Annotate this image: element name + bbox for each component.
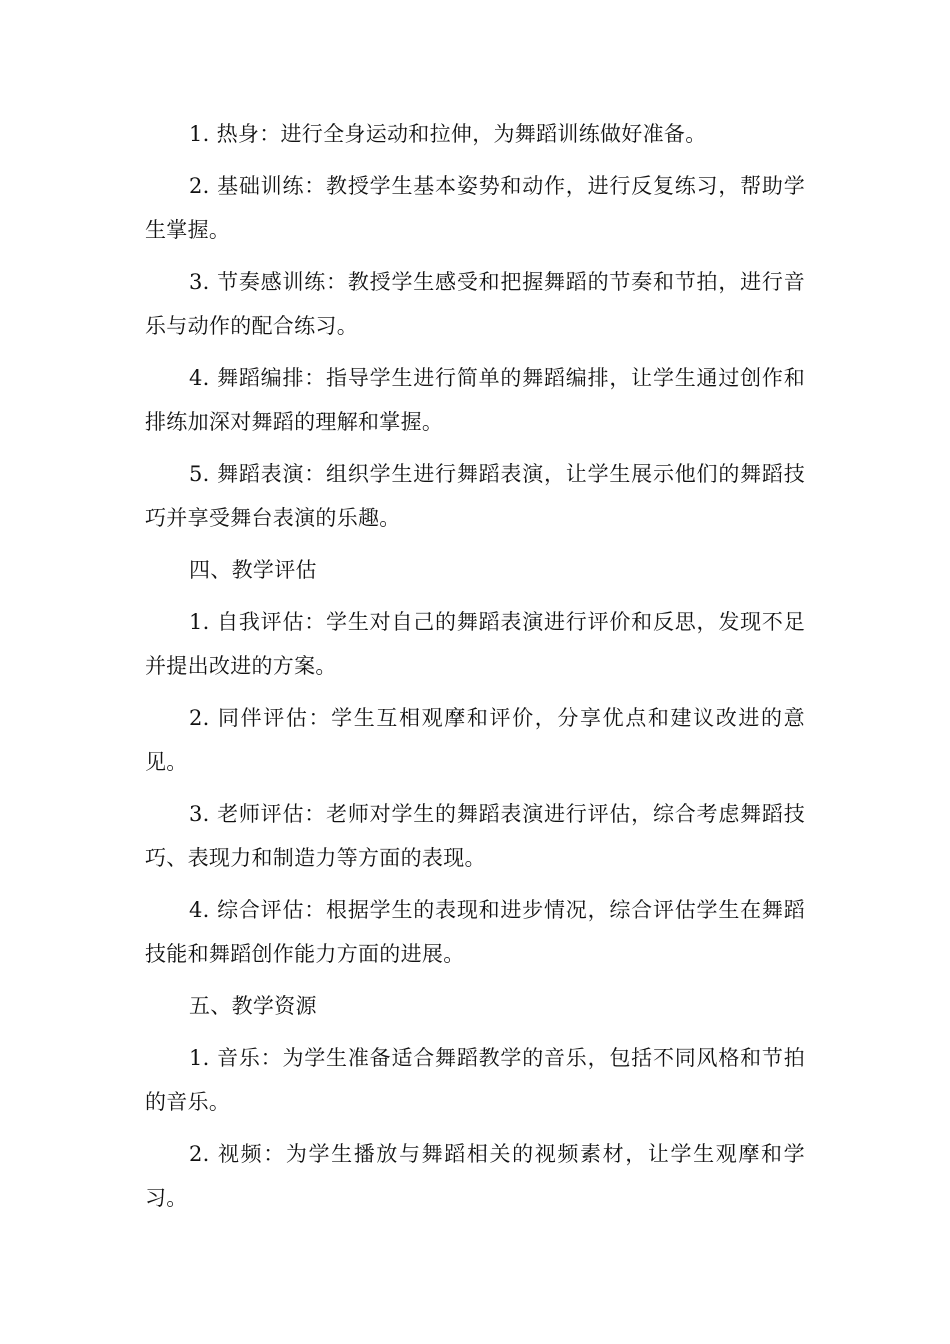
paragraph-warmup: 1. 热身：进行全身运动和拉伸，为舞蹈训练做好准备。: [189, 122, 707, 146]
paragraph-rhythm-training: 3. 节奏感训练：教授学生感受和把握舞蹈的节奏和节拍，进行音乐与动作的配合练习。: [145, 270, 805, 338]
paragraph-choreography: 4. 舞蹈编排：指导学生进行简单的舞蹈编排，让学生通过创作和排练加深对舞蹈的理解和掌握。: [145, 366, 805, 434]
paragraph-teacher-evaluation: 3. 老师评估：老师对学生的舞蹈表演进行评估，综合考虑舞蹈技巧、表现力和制造力等方面的表现。: [145, 802, 805, 870]
paragraph-basic-training: 2. 基础训练：教授学生基本姿势和动作，进行反复练习，帮助学生掌握。: [145, 174, 805, 242]
paragraph-performance: 5. 舞蹈表演：组织学生进行舞蹈表演，让学生展示他们的舞蹈技巧并享受舞台表演的乐趣。: [145, 462, 805, 530]
paragraph-peer-evaluation: 2. 同伴评估：学生互相观摩和评价，分享优点和建议改进的意见。: [145, 706, 805, 774]
paragraph-self-evaluation: 1. 自我评估：学生对自己的舞蹈表演进行评价和反思，发现不足并提出改进的方案。: [145, 610, 805, 678]
paragraph-video: 2. 视频：为学生播放与舞蹈相关的视频素材，让学生观摩和学习。: [145, 1142, 805, 1210]
document-body: [145, 112, 805, 1228]
paragraph-comprehensive-evaluation: 4. 综合评估：根据学生的表现和进步情况，综合评估学生在舞蹈技能和舞蹈创作能力方面的进展。: [145, 898, 805, 966]
paragraph-music: 1. 音乐：为学生准备适合舞蹈教学的音乐，包括不同风格和节拍的音乐。: [145, 1046, 805, 1114]
section-heading-resources: 五、教学资源: [189, 994, 317, 1018]
section-heading-evaluation: 四、教学评估: [189, 558, 317, 582]
